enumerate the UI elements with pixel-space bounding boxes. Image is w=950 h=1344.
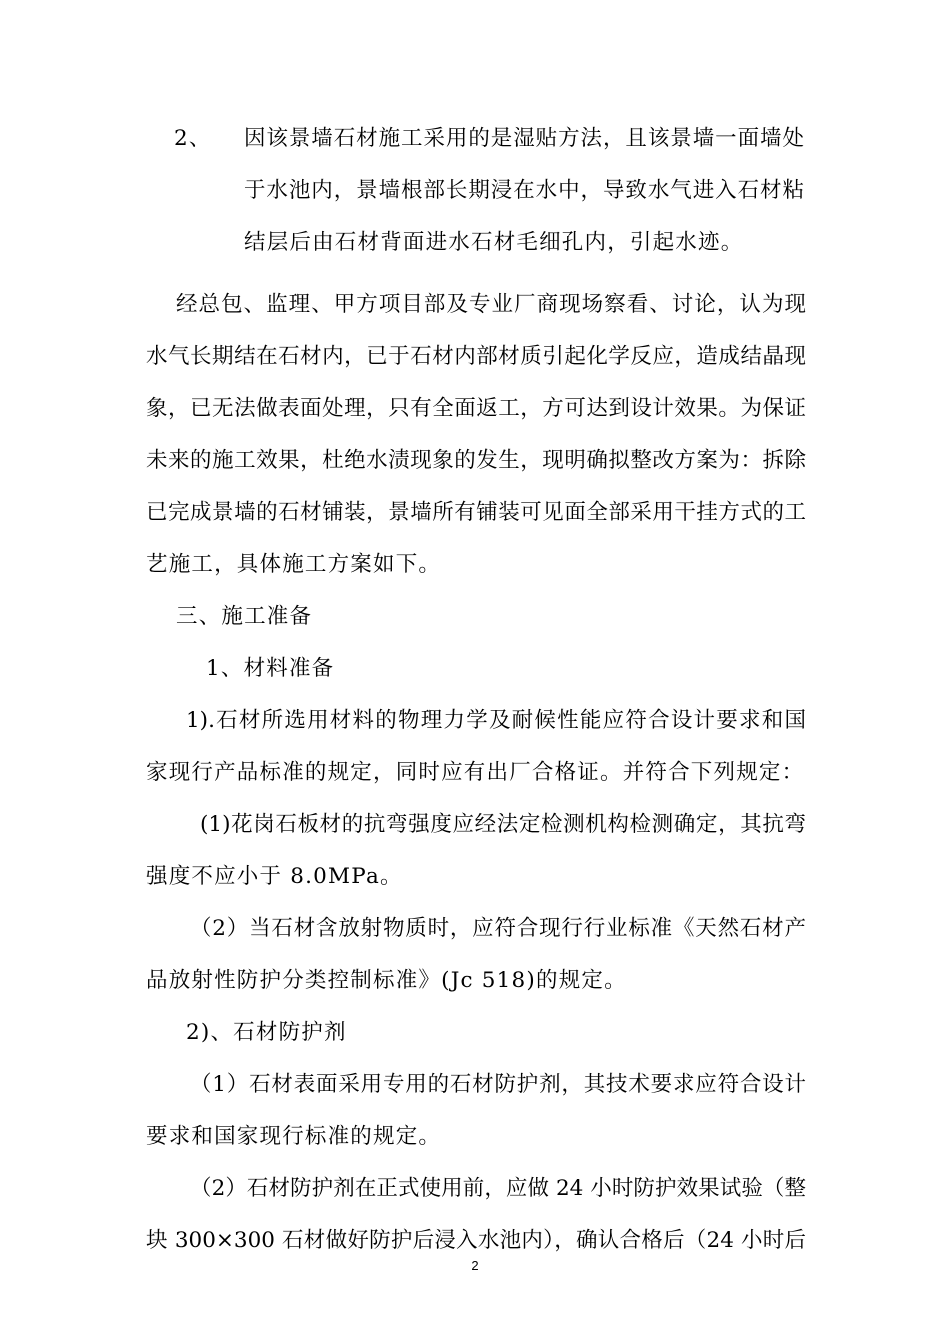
- item-line: 于水池内，景墙根部长期浸在水中，导致水气进入石材粘: [244, 178, 804, 203]
- paragraph-line: 未来的施工效果，杜绝水渍现象的发生，现明确拟整改方案为：拆除: [146, 448, 806, 473]
- paragraph-line: （2）当石材含放射物质时，应符合现行行业标准《天然石材产: [190, 916, 806, 941]
- section-heading: 三、施工准备: [176, 604, 313, 629]
- paragraph-line: 要求和国家现行标准的规定。: [146, 1124, 442, 1149]
- item-line: 结层后由石材背面进水石材毛细孔内，引起水迹。: [244, 230, 744, 255]
- paragraph-line: 块 300×300 石材做好防护后浸入水池内），确认合格后（24 小时后: [146, 1228, 806, 1253]
- paragraph-line: 艺施工，具体施工方案如下。: [146, 552, 442, 577]
- paragraph-line: 品放射性防护分类控制标准》(Jc 518)的规定。: [146, 968, 627, 993]
- paragraph-line: 象，已无法做表面处理，只有全面返工，方可达到设计效果。为保证: [146, 396, 806, 421]
- paragraph-line: （2）石材防护剂在正式使用前，应做 24 小时防护效果试验（整: [190, 1176, 806, 1201]
- paragraph-line: 家现行产品标准的规定，同时应有出厂合格证。并符合下列规定：: [146, 760, 805, 785]
- subsection-heading: 2)、石材防护剂: [186, 1020, 347, 1045]
- subsection-heading: 1、材料准备: [206, 656, 335, 681]
- paragraph-line: 1).石材所选用材料的物理力学及耐候性能应符合设计要求和国: [186, 708, 806, 733]
- paragraph-line: (1)花岗石板材的抗弯强度应经法定检测机构检测确定，其抗弯: [200, 812, 806, 837]
- paragraph-line: 经总包、监理、甲方项目部及专业厂商现场察看、讨论，认为现: [176, 292, 806, 317]
- paragraph-line: （1）石材表面采用专用的石材防护剂，其技术要求应符合设计: [190, 1072, 806, 1097]
- item-line: 因该景墙石材施工采用的是湿贴方法，且该景墙一面墙处: [244, 126, 804, 151]
- paragraph-line: 强度不应小于 8.0MPa。: [146, 864, 403, 889]
- page-number: 2: [471, 1258, 479, 1273]
- paragraph-line: 已完成景墙的石材铺装，景墙所有铺装可见面全部采用干挂方式的工: [146, 500, 806, 525]
- list-number: 2、: [174, 126, 212, 151]
- paragraph-line: 水气长期结在石材内，已于石材内部材质引起化学反应，造成结晶现: [146, 344, 806, 369]
